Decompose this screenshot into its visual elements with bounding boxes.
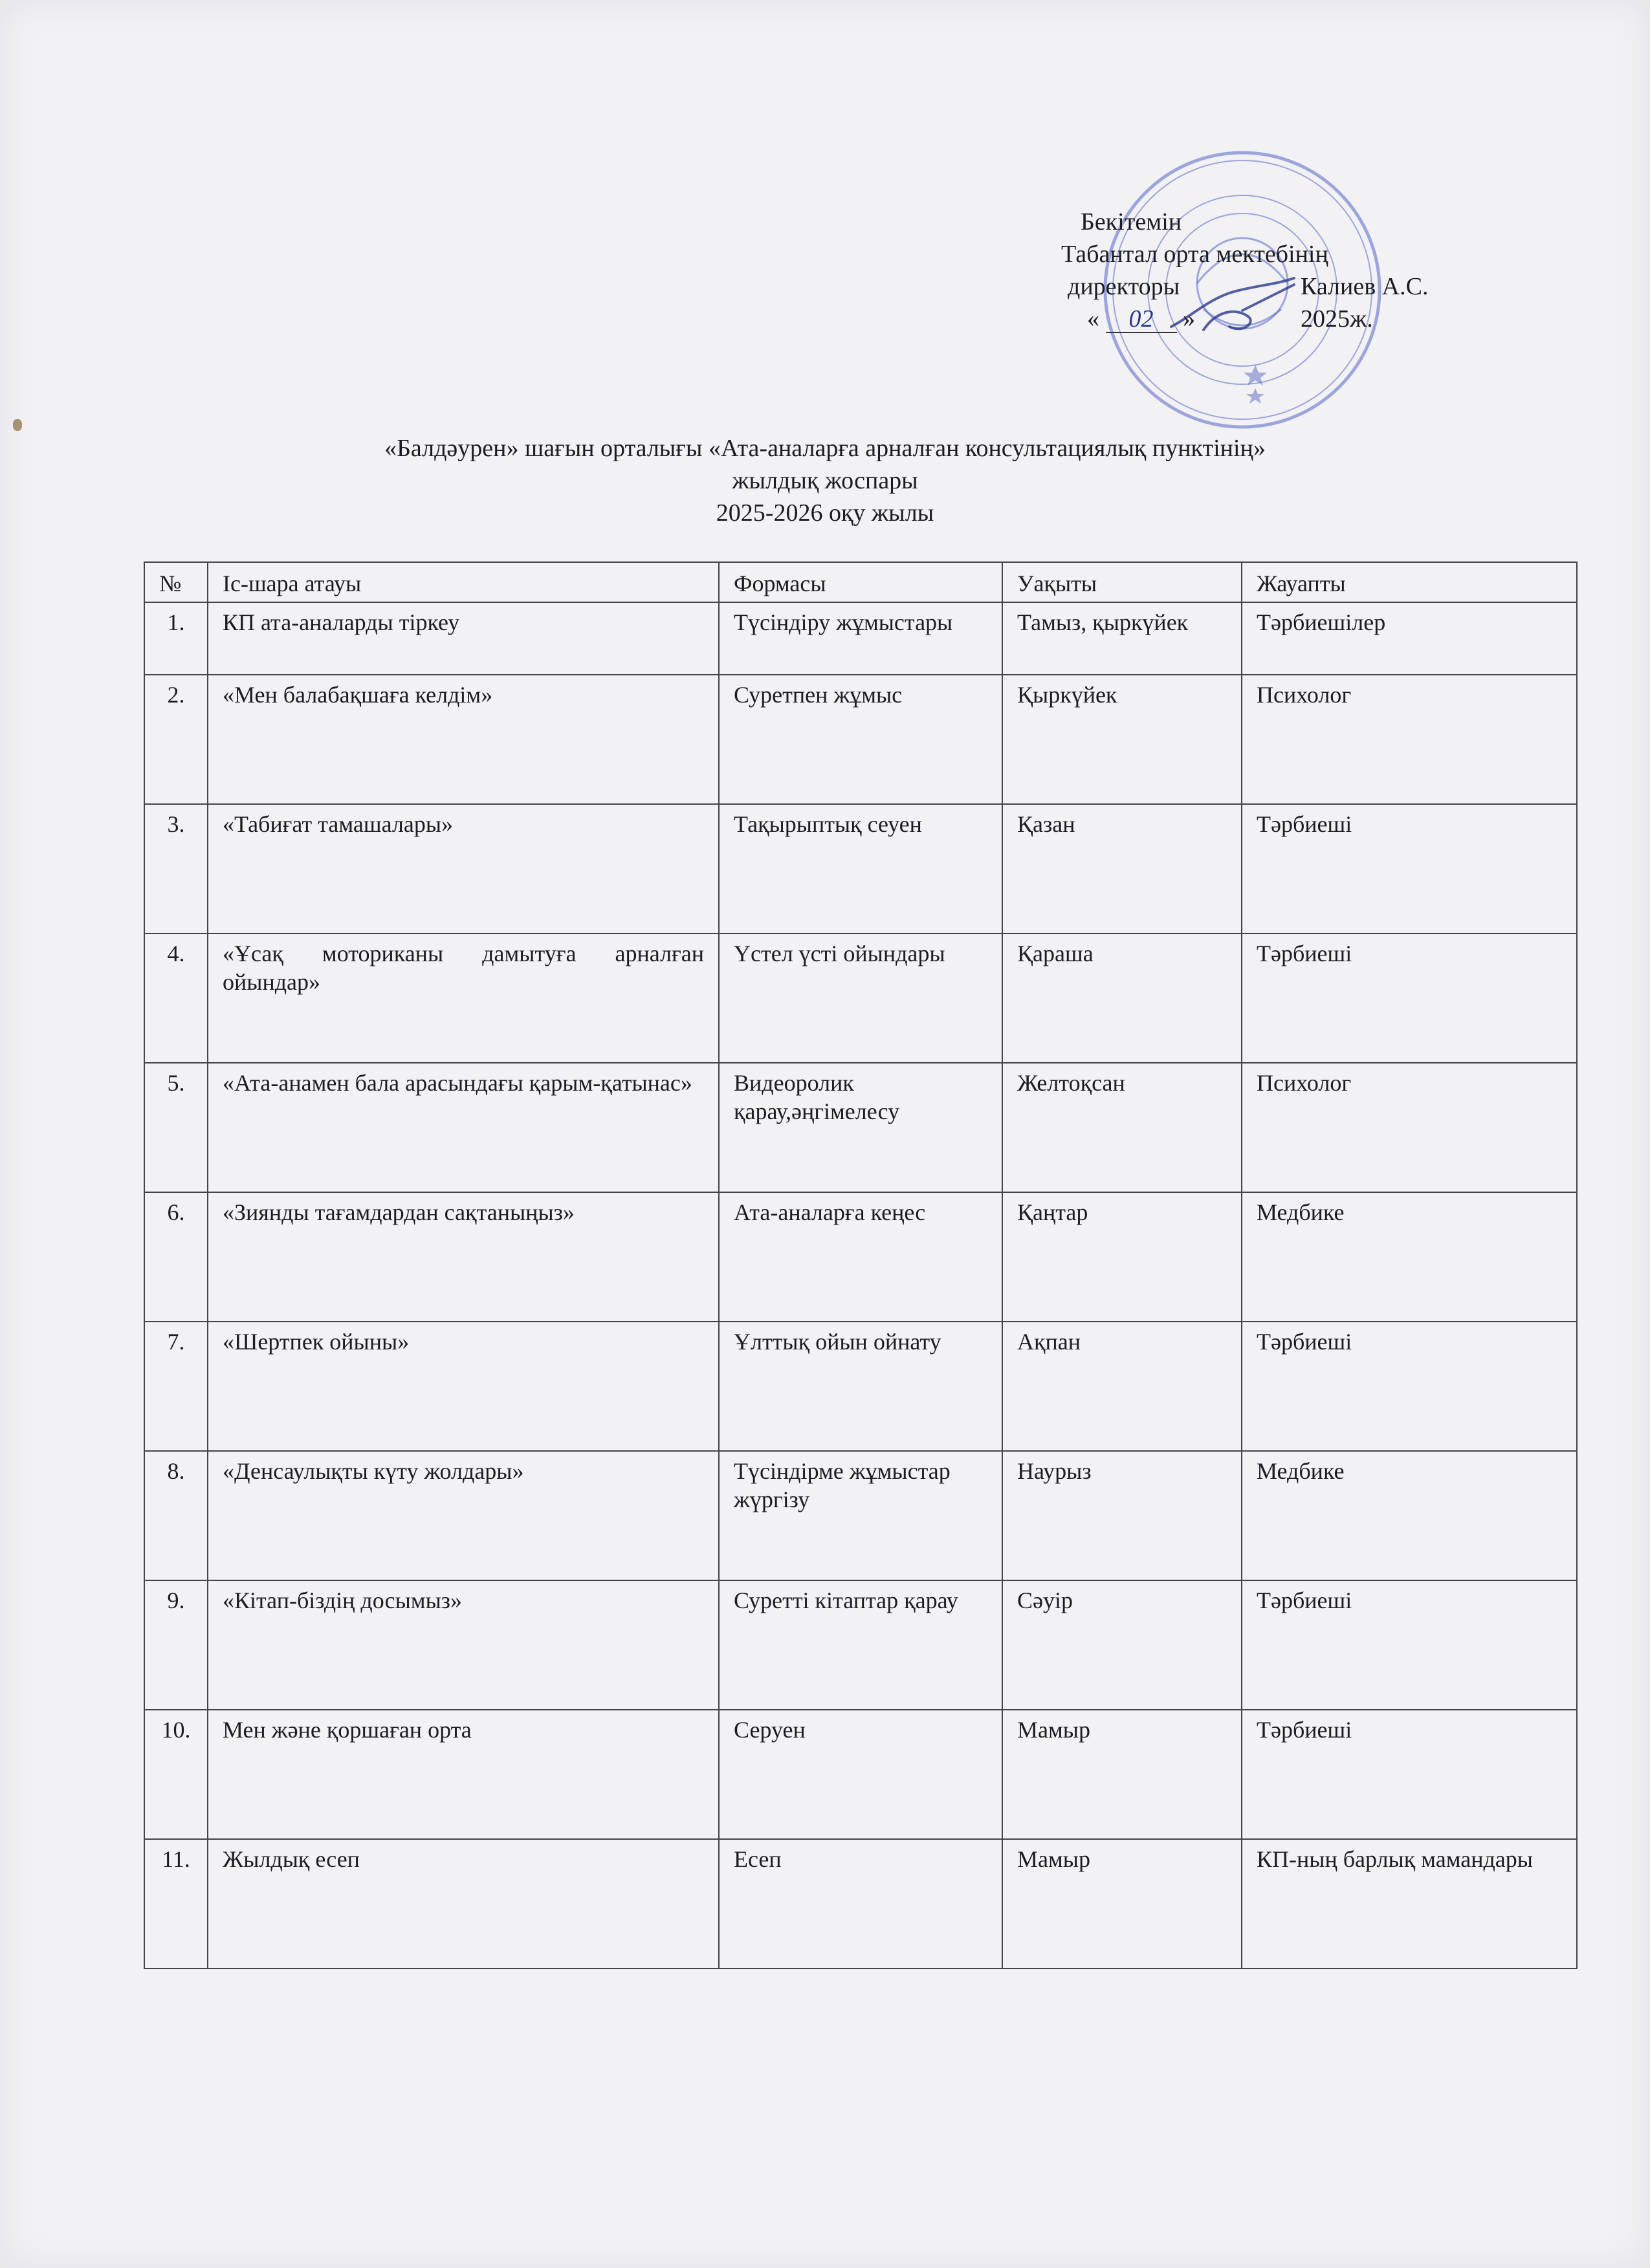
row-responsible: Тәрбиеші [1242, 1580, 1577, 1710]
table-row [144, 933, 1577, 1063]
header-number: № [144, 562, 208, 602]
table-row [144, 602, 1577, 675]
table-row [144, 1192, 1577, 1322]
row-number: 5. [144, 1063, 208, 1192]
row-number: 2. [144, 675, 208, 804]
row-time: Желтоқсан [1002, 1063, 1242, 1192]
row-event: «Ата-анамен бала арасындағы қарым-қатынас» [208, 1063, 719, 1192]
row-form: Суретті кітаптар қарау [719, 1580, 1002, 1710]
row-time: Сәуір [1002, 1580, 1242, 1710]
paper-speck [13, 419, 22, 431]
row-number: 11. [144, 1839, 208, 1968]
row-responsible: Медбике [1242, 1451, 1577, 1580]
row-form: Тақырыптық сеуен [719, 804, 1002, 933]
row-form: Суретпен жұмыс [719, 675, 1002, 804]
row-event: «Денсаулықты күту жолдары» [208, 1451, 719, 1580]
header-form: Формасы [719, 562, 1002, 602]
row-number: 10. [144, 1710, 208, 1839]
row-event: «Ұсақ моториканы дамытуға арналған ойындар» [208, 933, 719, 1063]
table-row [144, 1710, 1577, 1839]
row-time: Наурыз [1002, 1451, 1242, 1580]
table-row [144, 1580, 1577, 1710]
row-time: Қаңтар [1002, 1192, 1242, 1322]
row-time: Тамыз, қыркүйек [1002, 602, 1242, 675]
row-event: Жылдық есеп [208, 1839, 719, 1968]
header-event: Іс-шара атауы [208, 562, 719, 602]
approval-director-label: директоры [1068, 273, 1180, 300]
header-responsible: Жауапты [1242, 562, 1577, 602]
heading-line-3: 2025-2026 оқу жылы [716, 499, 934, 527]
row-number: 1. [144, 602, 208, 675]
row-time: Мамыр [1002, 1839, 1242, 1968]
date-year: 2025ж. [1301, 305, 1373, 333]
row-number: 4. [144, 933, 208, 1063]
approval-title: Бекітемін [1081, 208, 1182, 235]
heading-line-1: «Балдәурен» шағын орталығы «Ата-аналарға арналған консультациялық пунктінің» [384, 435, 1266, 462]
row-event: Мен және қоршаған орта [208, 1710, 719, 1839]
approval-director-line [1061, 270, 1475, 303]
date-close-quote: » [1183, 305, 1195, 333]
table-row [144, 1839, 1577, 1968]
header-time: Уақыты [1002, 562, 1242, 602]
row-responsible: Психолог [1242, 675, 1577, 804]
row-event: «Кітап-біздің досымыз» [208, 1580, 719, 1710]
row-form: Түсіндіру жұмыстары [719, 602, 1002, 675]
row-responsible: Тәрбиешілер [1242, 602, 1577, 675]
row-form: Түсіндірме жұмыстар жүргізу [719, 1451, 1002, 1580]
row-responsible: КП-ның барлық мамандары [1242, 1839, 1577, 1968]
row-responsible: Психолог [1242, 1063, 1577, 1192]
row-event: «Шертпек ойыны» [208, 1322, 719, 1451]
row-responsible: Медбике [1242, 1192, 1577, 1322]
row-form: Үстел үсті ойындары [719, 933, 1002, 1063]
approval-school: Табантал орта мектебінің [1061, 241, 1328, 268]
row-form: Видеоролик қарау,әңгімелесу [719, 1063, 1002, 1192]
row-responsible: Тәрбиеші [1242, 933, 1577, 1063]
table-row [144, 1063, 1577, 1192]
table-row [144, 1451, 1577, 1580]
row-time: Қараша [1002, 933, 1242, 1063]
row-form: Ата-аналарға кеңес [719, 1192, 1002, 1322]
row-form: Есеп [719, 1839, 1002, 1968]
row-event: «Мен балабақшаға келдім» [208, 675, 719, 804]
row-time: Қазан [1002, 804, 1242, 933]
row-number: 9. [144, 1580, 208, 1710]
table-row [144, 1322, 1577, 1451]
row-event: «Зиянды тағамдардан сақтаныңыз» [208, 1192, 719, 1322]
row-time: Ақпан [1002, 1322, 1242, 1451]
row-event: КП ата-аналарды тіркеу [208, 602, 719, 675]
row-form: Ұлттық ойын ойнату [719, 1322, 1002, 1451]
table-row [144, 804, 1577, 933]
row-number: 8. [144, 1451, 208, 1580]
row-number: 7. [144, 1322, 208, 1451]
row-number: 3. [144, 804, 208, 933]
plan-table [144, 562, 1578, 1969]
table-row [144, 675, 1577, 804]
date-open-quote: « [1087, 305, 1099, 333]
date-day: 02 [1106, 306, 1177, 333]
row-time: Мамыр [1002, 1710, 1242, 1839]
row-time: Қыркүйек [1002, 675, 1242, 804]
row-responsible: Тәрбиеші [1242, 1710, 1577, 1839]
row-event: «Табиғат тамашалары» [208, 804, 719, 933]
approval-block [1061, 206, 1475, 335]
row-number: 6. [144, 1192, 208, 1322]
table-header-row [144, 562, 1577, 602]
approval-director-name: Калиев А.С. [1301, 273, 1429, 300]
row-responsible: Тәрбиеші [1242, 1322, 1577, 1451]
heading-line-2: жылдық жоспары [732, 467, 918, 494]
row-responsible: Тәрбиеші [1242, 804, 1577, 933]
row-form: Серуен [719, 1710, 1002, 1839]
document-heading [0, 432, 1650, 529]
approval-date-line [1061, 303, 1475, 335]
